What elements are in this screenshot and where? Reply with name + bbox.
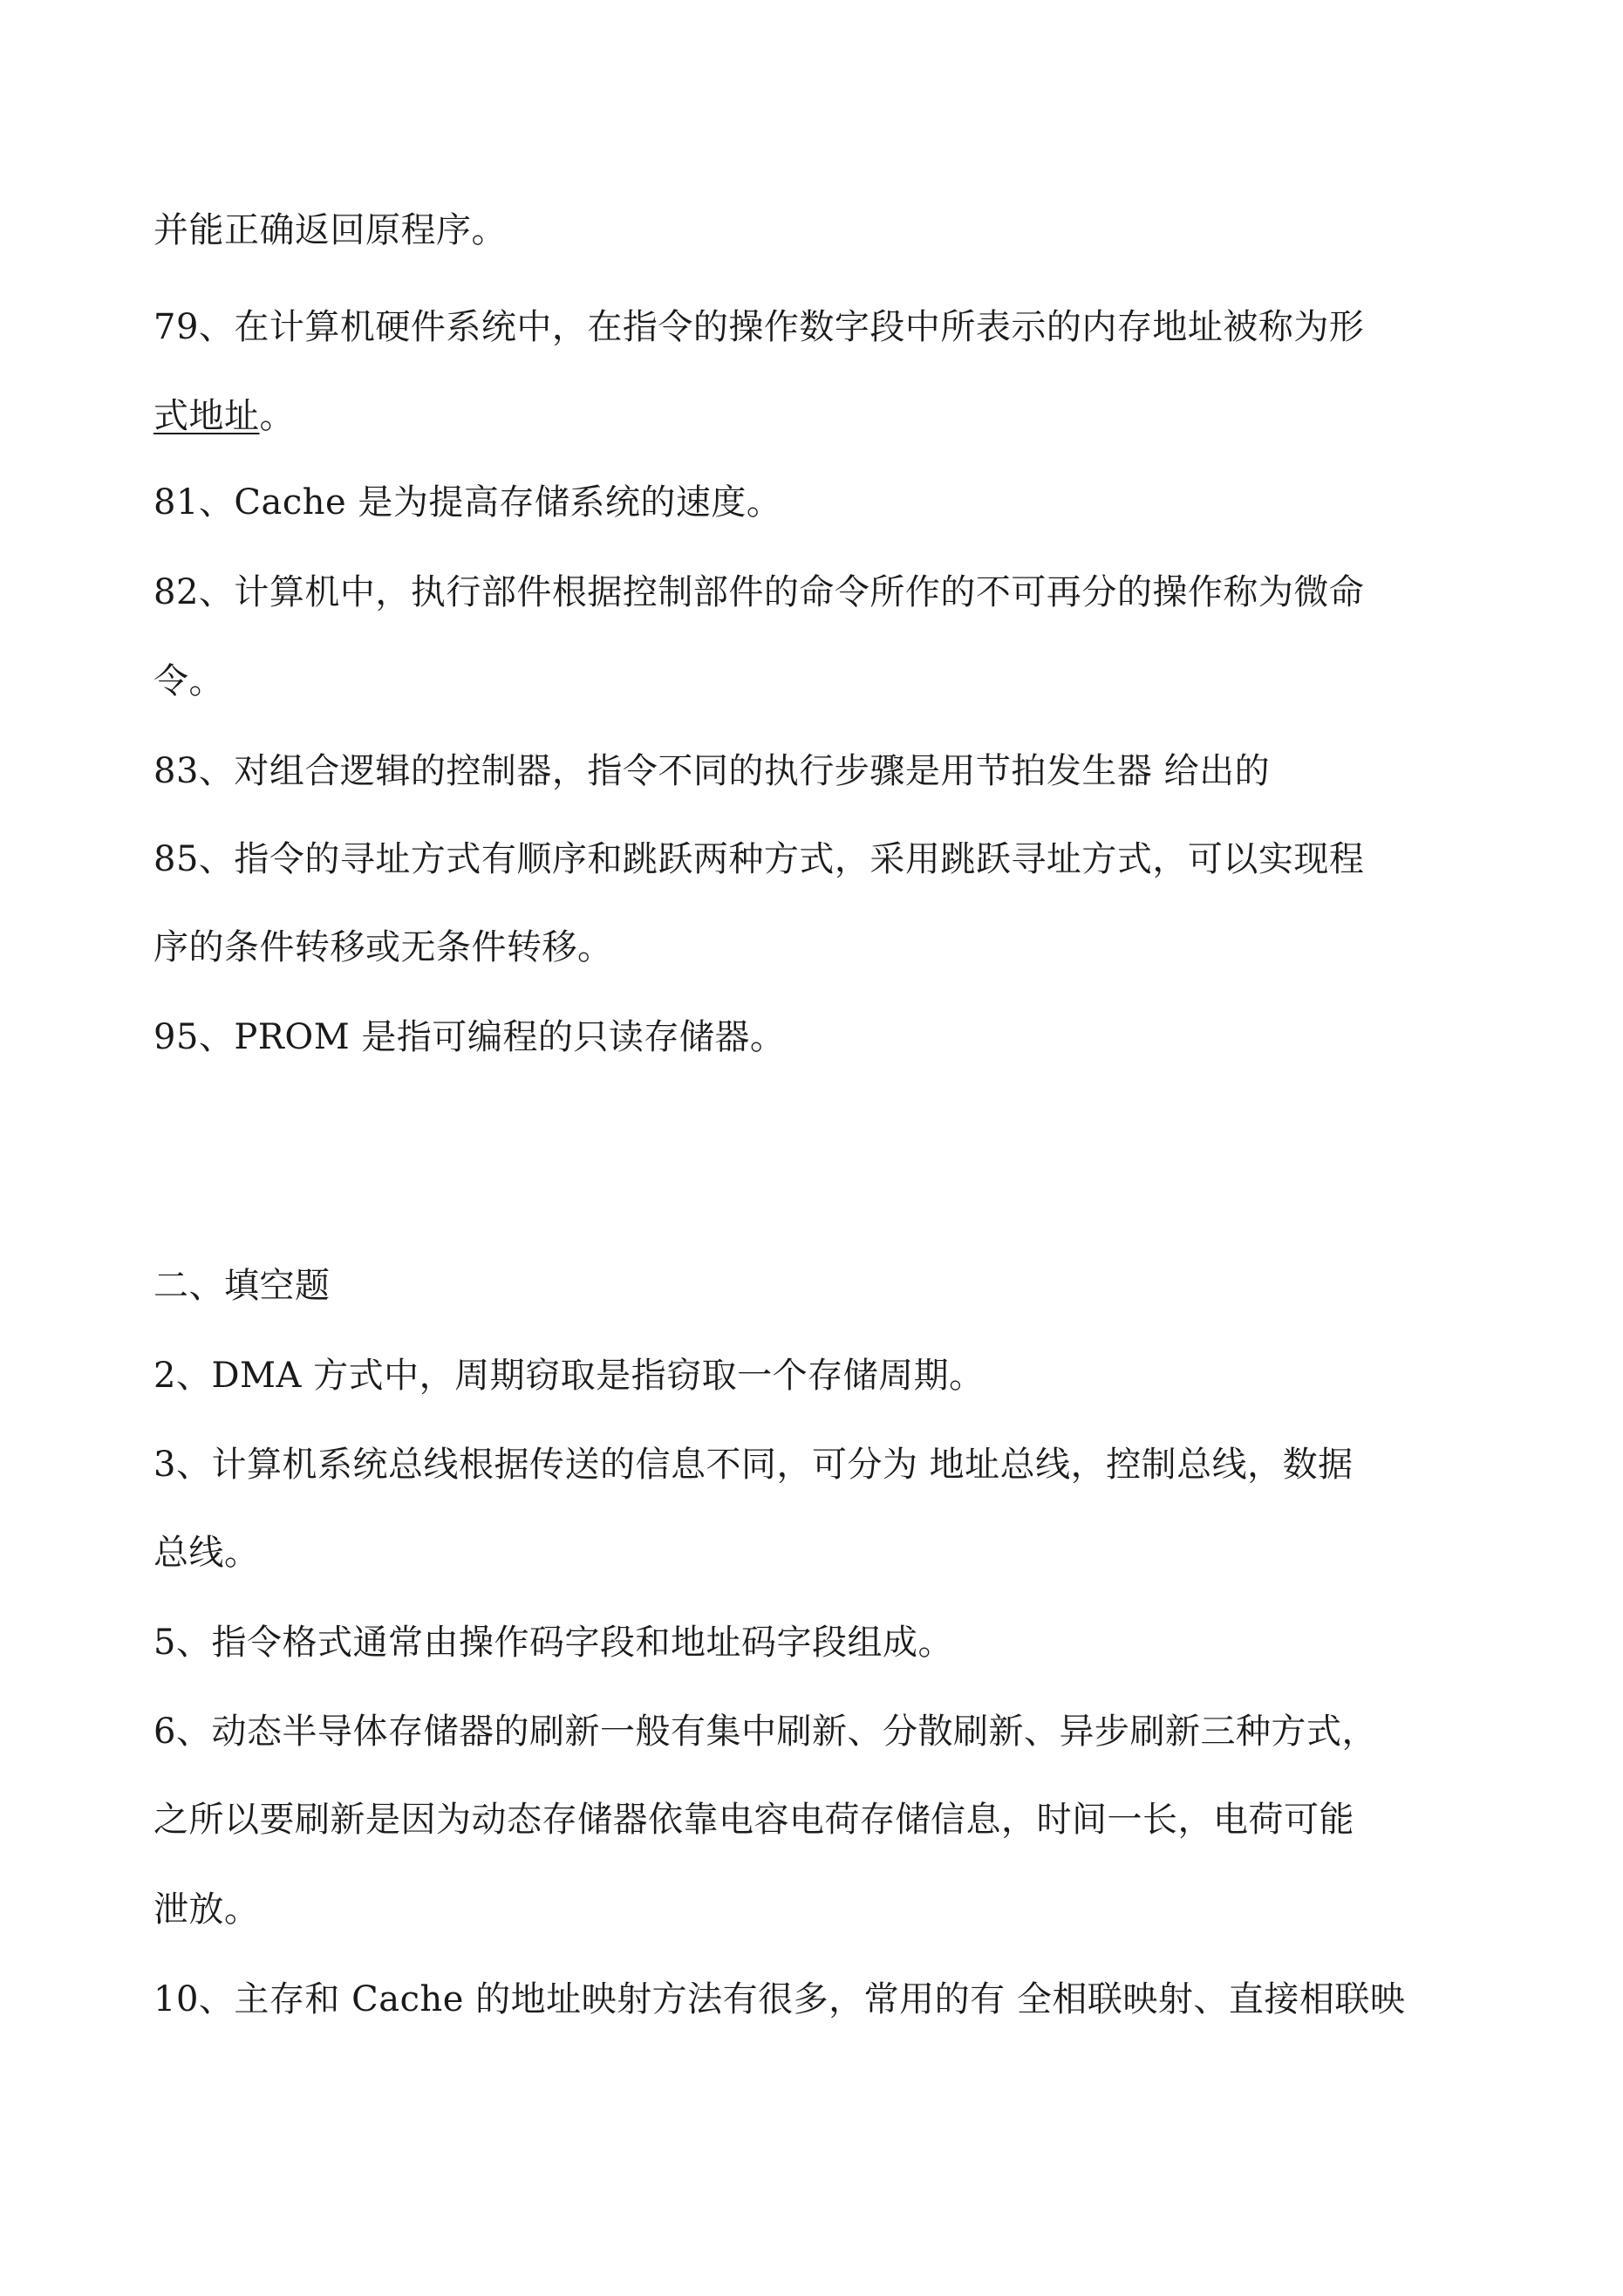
question-85-line-2: 序的条件转移或无条件转移。	[153, 927, 613, 967]
question-79-line-1: 79、在计算机硬件系统中，在指令的操作数字段中所表示的内存地址被称为形	[153, 307, 1365, 347]
fill-question-2: 2、DMA 方式中，周期窃取是指窃取一个存储周期。	[153, 1356, 985, 1396]
line-tail: 。	[259, 396, 295, 436]
fill-question-3-line-2: 总线。	[153, 1533, 260, 1573]
fill-question-10-line-1: 10、主存和 Cache 的地址映射方法有很多，常用的有 全相联映射、直接相联映	[153, 1979, 1406, 2019]
fill-question-3-line-1: 3、计算机系统总线根据传送的信息不同，可分为 地址总线，控制总线，数据	[153, 1445, 1354, 1485]
text-line-return-program: 并能正确返回原程序。	[153, 210, 507, 250]
question-82-line-2: 令。	[153, 661, 224, 701]
fill-question-6-line-1: 6、动态半导体存储器的刷新一般有集中刷新、分散刷新、异步刷新三种方式，	[153, 1712, 1377, 1752]
question-82-line-1: 82、计算机中，执行部件根据控制部件的命令所作的不可再分的操作称为微命	[153, 572, 1365, 612]
question-83: 83、对组合逻辑的控制器，指令不同的执行步骤是用节拍发生器 给出的	[153, 751, 1271, 791]
section-heading: 二、填空题	[153, 1266, 331, 1306]
question-79-line-2	[153, 392, 295, 441]
fill-question-6-line-3: 泄放。	[153, 1889, 260, 1930]
fill-question-5: 5、指令格式通常由操作码字段和地址码字段组成。	[153, 1623, 953, 1663]
question-81: 81、Cache 是为提高存储系统的速度。	[153, 482, 782, 523]
question-85-line-1: 85、指令的寻址方式有顺序和跳跃两种方式，采用跳跃寻址方式，可以实现程	[153, 839, 1365, 879]
question-95: 95、PROM 是指可编程的只读存储器。	[153, 1017, 786, 1057]
fill-question-6-line-2: 之所以要刷新是因为动态存储器依靠电容电荷存储信息，时间一长，电荷可能	[153, 1800, 1354, 1840]
underlined-answer: 式地址	[153, 396, 260, 436]
